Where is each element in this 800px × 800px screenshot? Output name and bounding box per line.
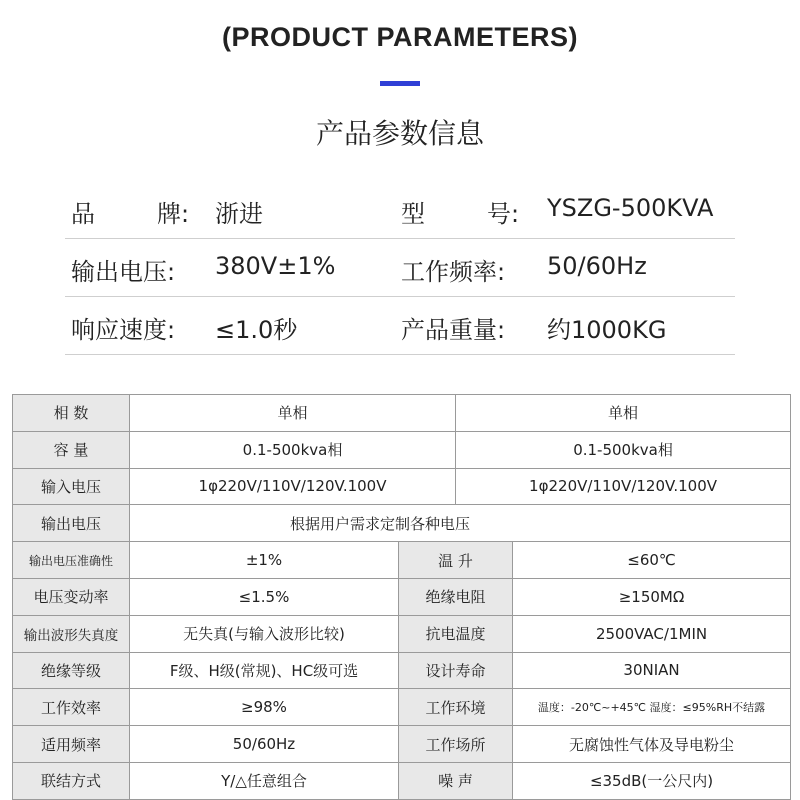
brand-value: 浙进 bbox=[215, 200, 263, 228]
environment-value: 温度：-20℃~+45℃ 湿度：≤95%RH不结露 bbox=[513, 689, 791, 726]
weight-value: 约1000KG bbox=[547, 316, 667, 344]
noise-value: ≤35dB(一公尺内) bbox=[513, 762, 791, 799]
model-label: 型 号 : bbox=[401, 200, 520, 228]
variation-label: 电压变动率 bbox=[13, 578, 130, 615]
table-row bbox=[13, 726, 791, 763]
table-row bbox=[13, 652, 791, 689]
frequency-value: 50/60Hz bbox=[547, 252, 647, 280]
spec-row-voltage-frequency bbox=[65, 240, 735, 297]
output-voltage-label: 输出电压: bbox=[71, 258, 176, 286]
table-row bbox=[13, 468, 791, 505]
model-value: YSZG-500KVA bbox=[547, 194, 714, 222]
chinese-title: 产品参数信息 bbox=[315, 117, 484, 150]
parameter-table bbox=[12, 394, 791, 800]
accuracy-label: 输出电压准确性 bbox=[13, 542, 130, 579]
life-label: 设计寿命 bbox=[399, 652, 513, 689]
table-row bbox=[13, 505, 791, 542]
table-row bbox=[13, 615, 791, 652]
applicable-freq-value: 50/60Hz bbox=[130, 726, 399, 763]
accuracy-value: ±1% bbox=[130, 542, 399, 579]
dielectric-label: 抗电温度 bbox=[399, 615, 513, 652]
spec-divider bbox=[65, 238, 735, 239]
weight-label: 产品重量: bbox=[401, 316, 506, 344]
environment-label: 工作环境 bbox=[399, 689, 513, 726]
input-voltage-value-2: 1φ220V/110V/120V.100V bbox=[456, 468, 791, 505]
output-voltage-value: 380V±1% bbox=[215, 252, 336, 280]
table-row bbox=[13, 578, 791, 615]
input-voltage-value-1: 1φ220V/110V/120V.100V bbox=[130, 468, 456, 505]
temp-rise-label: 温 升 bbox=[399, 542, 513, 579]
phase-value-2: 单相 bbox=[456, 395, 791, 432]
output-voltage-value: 根据用户需求定制各种电压 bbox=[130, 505, 791, 542]
response-value: ≤1.0秒 bbox=[215, 316, 298, 344]
insulation-resistance-value: ≥150MΩ bbox=[513, 578, 791, 615]
site-value: 无腐蚀性气体及导电粉尘 bbox=[513, 726, 791, 763]
distortion-value: 无失真(与输入波形比较) bbox=[130, 615, 399, 652]
capacity-value-2: 0.1-500kva相 bbox=[456, 431, 791, 468]
site-label: 工作场所 bbox=[399, 726, 513, 763]
english-title: (PRODUCT PARAMETERS) bbox=[222, 22, 578, 52]
table-row bbox=[13, 542, 791, 579]
applicable-freq-label: 适用频率 bbox=[13, 726, 130, 763]
output-voltage-label: 输出电压 bbox=[13, 505, 130, 542]
connection-value: Y/△任意组合 bbox=[130, 762, 399, 799]
variation-value: ≤1.5% bbox=[130, 578, 399, 615]
frequency-label: 工作频率: bbox=[401, 258, 506, 286]
insulation-class-label: 绝缘等级 bbox=[13, 652, 130, 689]
input-voltage-label: 输入电压 bbox=[13, 468, 130, 505]
table-row bbox=[13, 431, 791, 468]
title-accent-bar bbox=[380, 81, 420, 86]
brand-label: 品 牌 : bbox=[71, 200, 190, 228]
dielectric-value: 2500VAC/1MIN bbox=[513, 615, 791, 652]
spec-row-response-weight bbox=[65, 298, 735, 355]
insulation-class-value: F级、H级(常规)、HC级可选 bbox=[130, 652, 399, 689]
efficiency-value: ≥98% bbox=[130, 689, 399, 726]
table-row bbox=[13, 762, 791, 799]
spec-divider bbox=[65, 296, 735, 297]
temp-rise-value: ≤60℃ bbox=[513, 542, 791, 579]
phase-label: 相 数 bbox=[13, 395, 130, 432]
efficiency-label: 工作效率 bbox=[13, 689, 130, 726]
noise-label: 噪 声 bbox=[399, 762, 513, 799]
capacity-label: 容 量 bbox=[13, 431, 130, 468]
table-row bbox=[13, 395, 791, 432]
response-label: 响应速度: bbox=[71, 316, 176, 344]
insulation-resistance-label: 绝缘电阻 bbox=[399, 578, 513, 615]
life-value: 30NIAN bbox=[513, 652, 791, 689]
spec-row-brand-model bbox=[65, 182, 735, 239]
capacity-value-1: 0.1-500kva相 bbox=[130, 431, 456, 468]
distortion-label: 输出波形失真度 bbox=[13, 615, 130, 652]
phase-value-1: 单相 bbox=[130, 395, 456, 432]
table-row bbox=[13, 689, 791, 726]
connection-label: 联结方式 bbox=[13, 762, 130, 799]
spec-divider bbox=[65, 354, 735, 355]
